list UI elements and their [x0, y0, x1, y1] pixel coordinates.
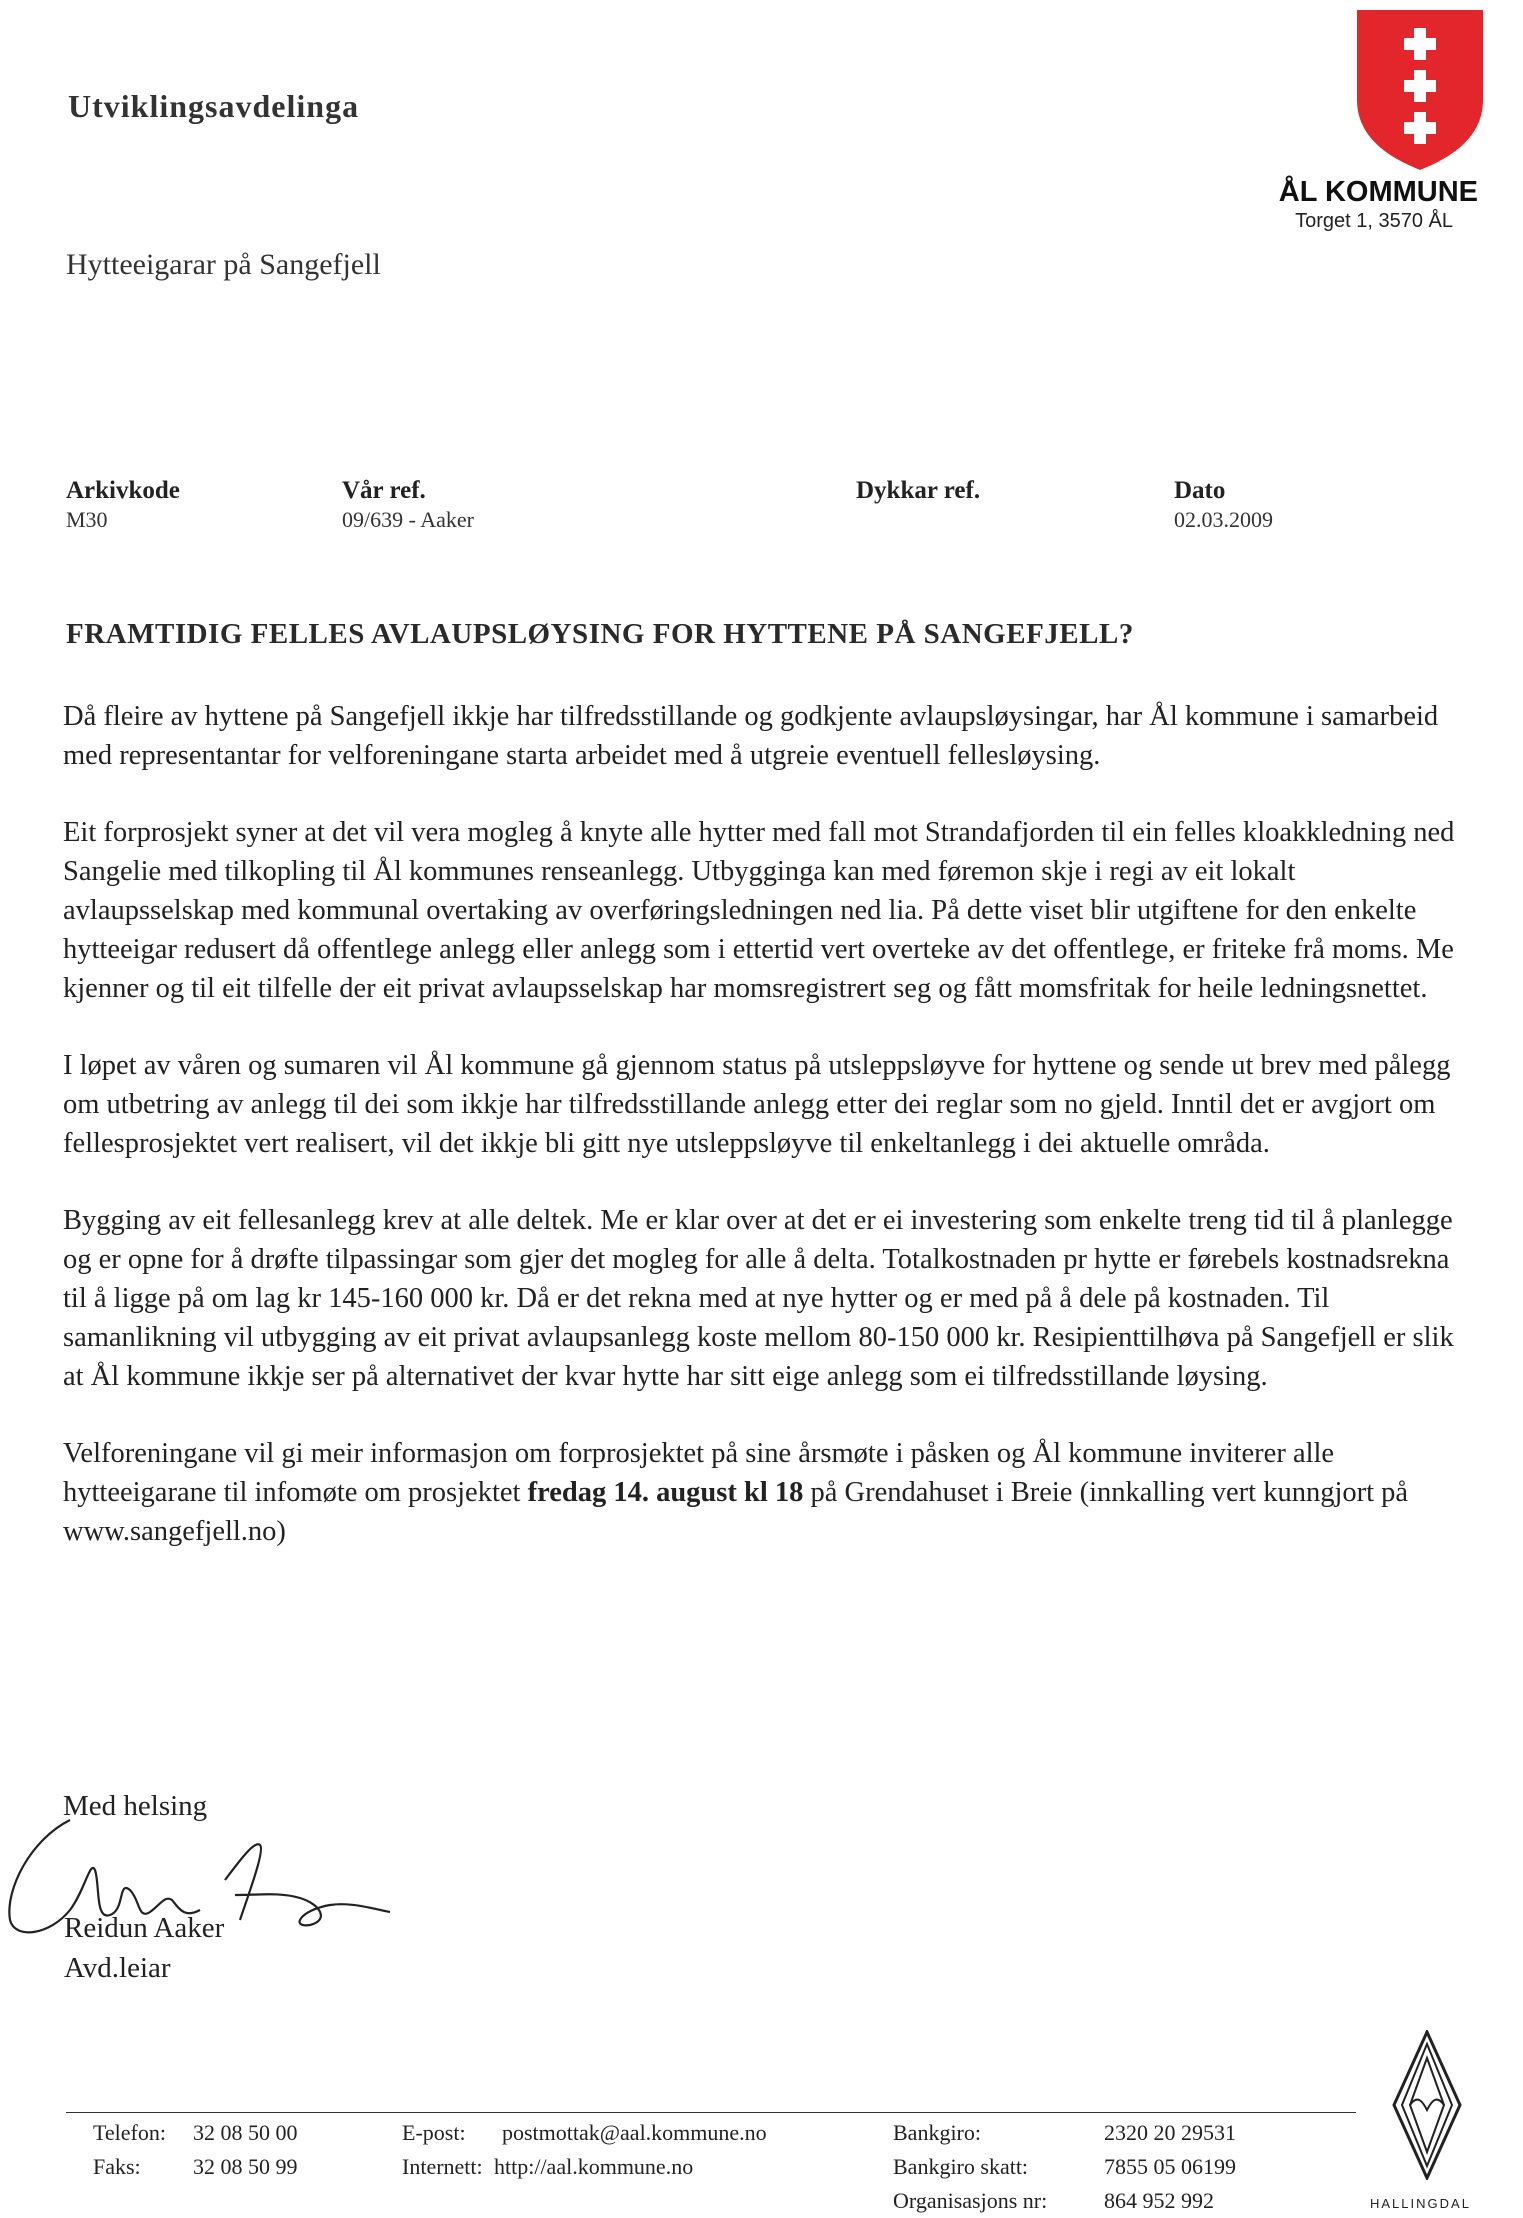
email-label: E-post:: [402, 2120, 466, 2145]
footer-bank-values: [1104, 2116, 1236, 2218]
letter-body: [63, 697, 1463, 1589]
footer-email-labels: [402, 2116, 483, 2184]
fax-label: Faks:: [93, 2154, 141, 2179]
signatory-name: Reidun Aaker: [64, 1912, 225, 1944]
addressee: Hytteeigarar på Sangefjell: [66, 248, 381, 281]
phone-value: 32 08 50 00: [193, 2120, 298, 2145]
bankgiro-label: Bankgiro:: [893, 2120, 981, 2145]
internet-label: Internett:: [402, 2154, 483, 2179]
archive-code-label: Arkivkode: [66, 477, 180, 504]
department-name: Utviklingsavdelinga: [68, 88, 360, 124]
paragraph-5-text-start: Velforeningane vil gi meir informasjon om forprosjektet på sine årsmøte i påsken og Ål kommune inviterer alle hytteeigarane til infomøte om prosjektet: [63, 1438, 1335, 1508]
internet-value: http://aal.kommune.no: [494, 2154, 694, 2179]
your-ref-label: Dykkar ref.: [856, 477, 981, 504]
footer-phone-values: [193, 2116, 298, 2184]
footer-divider: [66, 2112, 1356, 2113]
letter-subject: FRAMTIDIG FELLES AVLAUPSLØYSING FOR HYTTENE PÅ SANGEFJELL?: [66, 618, 1134, 650]
bankgiro-tax-value: 7855 05 06199: [1104, 2154, 1236, 2179]
hallingdal-logo-text: HALLINGDAL: [1370, 2196, 1471, 2211]
signatory: [64, 1908, 224, 1988]
municipality-crest-logo: [1355, 8, 1485, 172]
fax-value: 32 08 50 99: [193, 2154, 298, 2179]
meeting-date-highlight: fredag 14. august kl 18: [527, 1477, 804, 1508]
paragraph-5: [63, 1434, 1463, 1551]
date-label: Dato: [1174, 477, 1226, 504]
footer-phone-labels: [93, 2116, 166, 2184]
phone-label: Telefon:: [93, 2120, 166, 2145]
date-value: 02.03.2009: [1174, 507, 1273, 532]
paragraph-5-text-end: på Grendahuset i Breie (innkalling vert kunngjort på www.sangefjell.no): [63, 1477, 1409, 1547]
paragraph-2: Eit forprosjekt syner at det vil vera mogleg å knyte alle hytter med fall mot Strandafjorden til ein felles kloakkledning ned Sangelie med tilkopling til Ål kommunes renseanlegg. Utbygginga kan med føremon skje i regi av eit lokalt avlaupsselskap med kommunal overtaking av overføringsledningen ned lia. På dette viset blir utgiftene for den enkelte hytteeigar redusert då offentlege anlegg eller anlegg som i ettertid vert overteke av det offentlege, er friteke frå moms. Me kjenner og til eit tilfelle der eit privat avlaupsselskap har momsregistrert seg og fått momsfritak for heile ledningsnettet.: [63, 817, 1455, 1004]
footer-bank-labels: [893, 2116, 1047, 2218]
our-ref-label: Vår ref.: [342, 477, 426, 504]
footer-email-values: [494, 2116, 767, 2184]
bankgiro-tax-label: Bankgiro skatt:: [893, 2154, 1029, 2179]
our-ref-value: 09/639 - Aaker: [342, 507, 474, 532]
archive-code-value: M30: [66, 507, 108, 532]
closing-greeting: Med helsing: [63, 1790, 208, 1822]
bankgiro-value: 2320 20 29531: [1104, 2120, 1236, 2145]
municipality-name: ÅL KOMMUNE: [1278, 176, 1478, 208]
municipality-address: Torget 1, 3570 ÅL: [1295, 210, 1453, 232]
paragraph-4: Bygging av eit fellesanlegg krev at alle deltek. Me er klar over at det er ei investering som enkelte treng tid til å planlegge og er opne for å drøfte tilpassingar som gjer det mogleg for alle å delta. Totalkostnaden pr hytte er førebels kostnadsrekna til å ligge på om lag kr 145-160 000 kr. Då er det rekna med at nye hytter og er med på å dele på kostnaden. Til samanlikning vil utbygging av eit privat avlaupsanlegg koste mellom 80-150 000 kr. Resipienttilhøva på Sangefjell er slik at Ål kommune ikkje ser på alternativet der kvar hytte har sitt eige anlegg som ei tilfredsstillande løysing.: [63, 1205, 1454, 1392]
paragraph-1: Då fleire av hyttene på Sangefjell ikkje har tilfredsstillande og godkjente avlaupsløysingar, har Ål kommune i samarbeid med representantar for velforeningane starta arbeidet med å utgreie eventuell fellesløysing.: [63, 701, 1439, 771]
paragraph-3: I løpet av våren og sumaren vil Ål kommune gå gjennom status på utsleppsløyve for hyttene og sende ut brev med pålegg om utbetring av anlegg til dei som ikkje har tilfredsstillande anlegg etter dei reglar som no gjeld. Inntil det er avgjort om fellesprosjektet vert realisert, vil det ikkje bli gitt nye utsleppsløyve til enkeltanlegg i dei aktuelle områda.: [63, 1050, 1451, 1159]
hallingdal-logo: [1392, 2030, 1462, 2180]
signatory-title: Avd.leiar: [64, 1952, 171, 1984]
email-value: postmottak@aal.kommune.no: [502, 2120, 767, 2145]
org-number-value: 864 952 992: [1104, 2188, 1214, 2213]
org-number-label: Organisasjons nr:: [893, 2188, 1048, 2213]
